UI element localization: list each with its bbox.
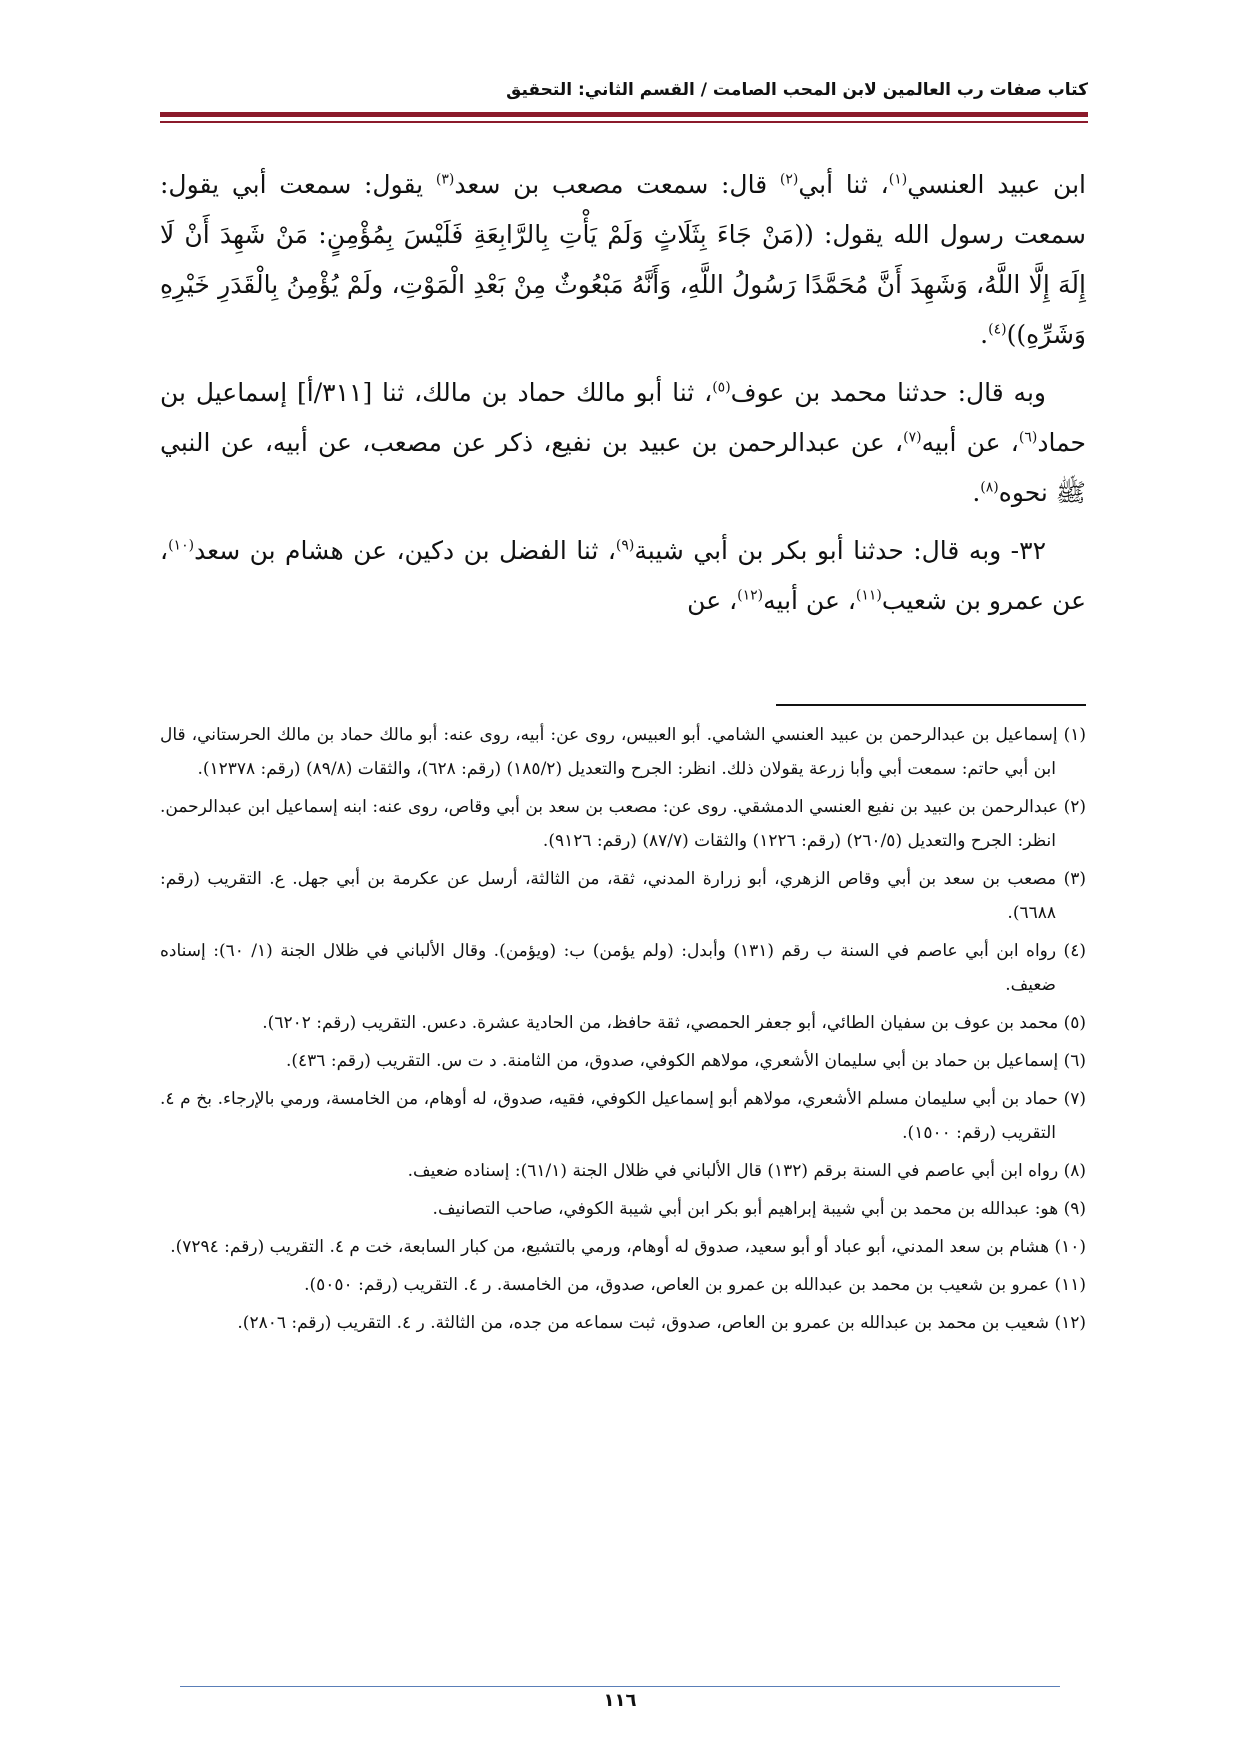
footnote-ref[interactable]: (٢) [779, 171, 799, 188]
body-text: ، ثنا الفضل بن دكين، عن هشام بن سعد [194, 536, 616, 565]
body-text: ، عن [687, 586, 738, 615]
body-paragraph-2 [160, 368, 1086, 518]
body-text: ، ثنا أبو مالك حماد بن مالك، ثنا [٣١١/أ] إسماعيل بن حماد [160, 378, 1086, 457]
footnote-ref[interactable]: (٣) [435, 171, 455, 188]
footnote-ref[interactable]: (١) [888, 171, 908, 188]
footnote-1: (١) إسماعيل بن عبدالرحمن بن عبيد العنسي الشامي. أبو العبيس، روى عن: أبيه، روى عنه: أبو مالك حماد بن مالك الحرستاني، قال ابن أبي حاتم: سمعت أبي وأبا زرعة يقولان ذلك. انظر: الجرح والتعديل (١٨٥/٢) (رقم: ٦٢٨)، والثقات (٨٩/٨) (رقم: ١٢٣٧٨). [160, 725, 1086, 779]
body-text: ابن عبيد العنسي [907, 170, 1086, 199]
footnote-ref[interactable]: (٥) [712, 379, 731, 396]
footnote-9: (٩) هو: عبدالله بن محمد بن أبي شيبة إبراهيم أبو بكر ابن أبي شيبة الكوفي، صاحب التصانيف. [432, 1199, 1086, 1219]
footnote-ref[interactable]: (١٠) [168, 537, 195, 554]
page-number: ١١٦ [603, 1690, 637, 1711]
body-text: وبه قال: حدثنا محمد بن عوف [730, 378, 1046, 407]
main-text [160, 160, 1086, 634]
footnote-4: (٤) رواه ابن أبي عاصم في السنة ب رقم (١٣١) وأبدل: (ولم يؤمن) ب: (ويؤمن). وقال الألباني في ظلال الجنة (١/ ٦٠): إسناده ضعيف. [160, 941, 1086, 995]
header-rule-thin [160, 121, 1088, 123]
body-text: ، ثنا أبي [798, 170, 889, 199]
footnote-5: (٥) محمد بن عوف بن سفيان الطائي، أبو جعفر الحمصي، ثقة حافظ، من الحادية عشرة. دعس. التقريب (رقم: ٦٢٠٢). [262, 1013, 1086, 1033]
footnote-6: (٦) إسماعيل بن حماد بن أبي سليمان الأشعري، مولاهم الكوفي، صدوق، من الثامنة. د ت س. التقريب (رقم: ٤٣٦). [286, 1051, 1086, 1071]
footnote-ref[interactable]: (١٢) [737, 587, 764, 604]
footnote-ref[interactable]: (٦) [1018, 429, 1038, 446]
footer-rule [180, 1686, 1060, 1687]
footnote-11: (١١) عمرو بن شعيب بن محمد بن عبدالله بن عمرو بن العاص، صدوق، من الخامسة. ر ٤. التقريب (رقم: ٥٠٥٠). [304, 1275, 1086, 1295]
body-text: . [980, 320, 989, 349]
running-header: كتاب صفات رب العالمين لابن المحب الصامت / القسم الثاني: التحقيق [506, 80, 1088, 100]
footnote-2: (٢) عبدالرحمن بن عبيد بن نفيع العنسي الدمشقي. روى عن: مصعب بن سعد بن أبي وقاص، روى عنه: ابنه إسماعيل ابن عبدالرحمن. انظر: الجرح والتعديل (٢٦٠/٥) (رقم: ١٢٢٦) والثقات (٨٧/٧) (رقم: ٩١٢٦). [160, 797, 1086, 851]
body-paragraph-3 [160, 526, 1086, 626]
body-text: . [972, 478, 981, 507]
footnote-ref[interactable]: (٧) [903, 429, 922, 446]
footnote-separator [776, 704, 1086, 706]
footnote-7: (٧) حماد بن أبي سليمان مسلم الأشعري، مولاهم أبو إسماعيل الكوفي، فقيه، صدوق، له أوهام، من الخامسة، ورمي بالإرجاء. بخ م ٤. التقريب (رقم: ١٥٠٠). [160, 1089, 1086, 1143]
body-text: يقول: سمعت أبي يقول: سمعت رسول الله يقول: ((مَنْ جَاءَ بِثَلَاثٍ وَلَمْ يَأْتِ بِالرَّابِعَةِ فَلَيْسَ بِمُؤْمِنٍ: مَنْ شَهِدَ أَنْ لَا إِلَهَ إِلَّا اللَّهُ، وَشَهِدَ أَنَّ مُحَمَّدًا رَسُولُ اللَّهِ، وَأَنَّهُ مَبْعُوثٌ مِنْ بَعْدِ الْمَوْتِ، ولَمْ يُؤْمِنُ بِالْقَدَرِ خَيْرِهِ وَشَرِّهِ)) [160, 170, 1086, 349]
body-text: ، عن أبيه [921, 428, 1019, 457]
header-rule-thick [160, 112, 1088, 117]
footnote-3: (٣) مصعب بن سعد بن أبي وقاص الزهري، أبو زرارة المدني، ثقة، من الثالثة، أرسل عن عكرمة بن أبي جهل. ع. التقريب (رقم: ٦٦٨٨). [160, 869, 1086, 923]
body-text: ، عن عبدالرحمن بن عبيد بن نفيع، ذكر عن مصعب، عن أبيه، عن النبي ﷺ نحوه [160, 428, 1086, 507]
footnote-ref[interactable]: (٩) [615, 537, 635, 554]
footnote-8: (٨) رواه ابن أبي عاصم في السنة برقم (١٣٢) قال الألباني في ظلال الجنة (٦١/١): إسناده ضعيف. [407, 1161, 1086, 1181]
body-text: قال: سمعت مصعب بن سعد [454, 170, 780, 199]
body-paragraph-1 [160, 160, 1086, 360]
body-text: ، عن عمرو بن شعيب [160, 536, 1086, 615]
footnote-ref[interactable]: (١١) [855, 587, 882, 604]
body-text: ، عن أبيه [763, 586, 856, 615]
body-text: ٣٢- وبه قال: حدثنا أبو بكر بن أبي شيبة [634, 536, 1046, 565]
footnotes-section [160, 718, 1086, 1344]
footnote-12: (١٢) شعيب بن محمد بن عبدالله بن عمرو بن العاص، صدوق، ثبت سماعه من جده، من الثالثة. ر ٤. التقريب (رقم: ٢٨٠٦). [237, 1313, 1086, 1333]
footnote-ref[interactable]: (٨) [980, 479, 999, 496]
footnote-10: (١٠) هشام بن سعد المدني، أبو عباد أو أبو سعيد، صدوق له أوهام، ورمي بالتشيع، من كبار السابعة، خت م ٤. التقريب (رقم: ٧٢٩٤). [170, 1237, 1086, 1257]
footnote-ref[interactable]: (٤) [988, 321, 1007, 338]
